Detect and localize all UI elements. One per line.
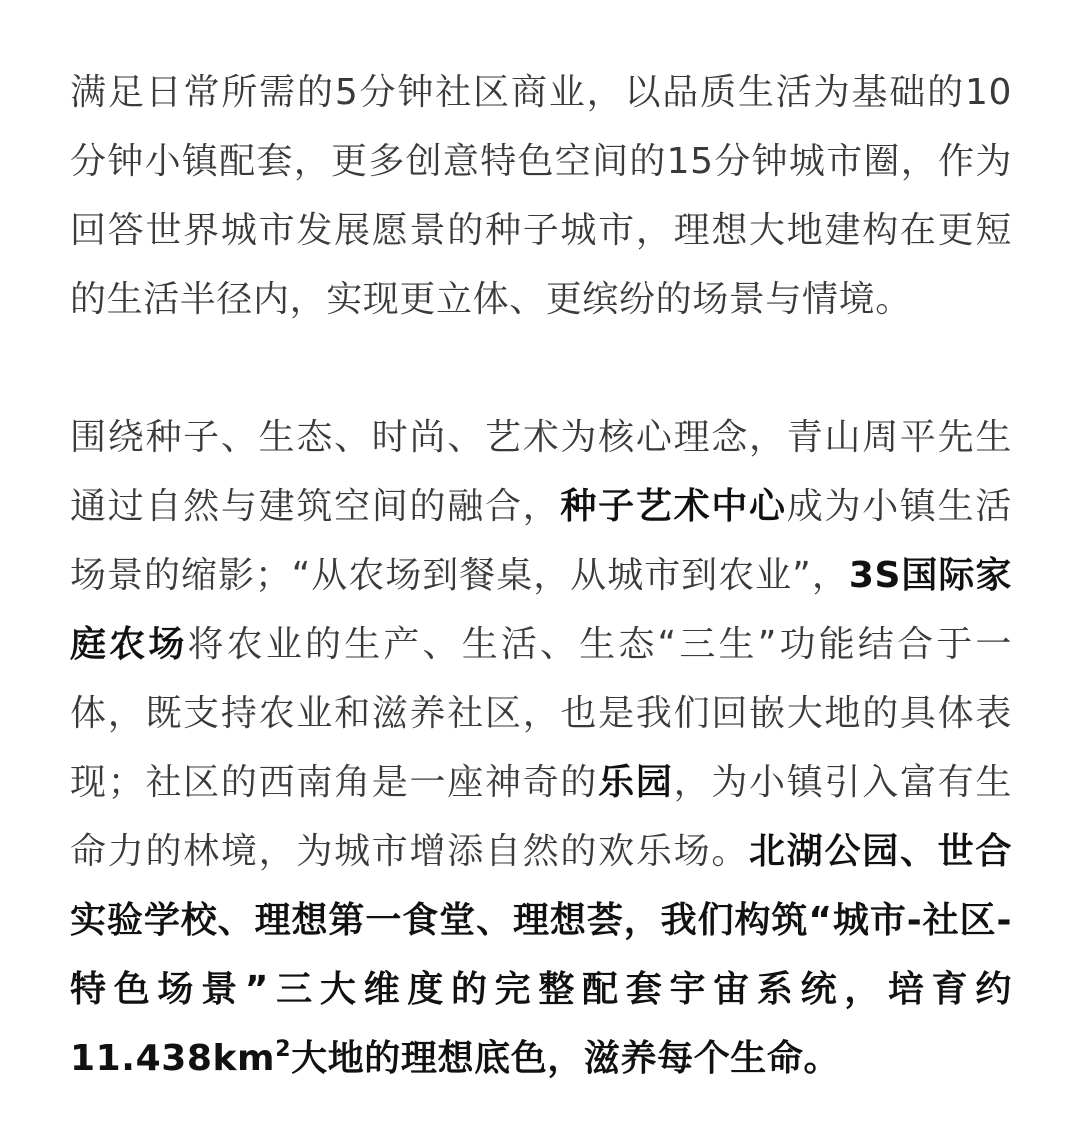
highlight-supporting-facilities: 北湖公园、世合实验学校、理想第一食堂、理想荟，我们构筑“城市-社区-特色场景”三大维度的完整配套宇宙系统，培育约11.438km — [70, 831, 1012, 1079]
highlight-3s-family-farm: 3S国际家庭农场 — [70, 555, 1012, 665]
highlight-seed-art-center: 种子艺术中心 — [560, 486, 787, 527]
paragraph-text: 围绕种子、生态、时尚、艺术为核心理念，青山周平先生通过自然与建筑空间的融合， — [70, 417, 1012, 527]
paragraph-seed-city-features — [70, 403, 1012, 1093]
paragraph-text: ，为小镇引入富有生命力的林境，为城市增添自然的欢乐场。 — [70, 762, 1013, 872]
highlight-paradise: 乐园 — [598, 762, 674, 803]
superscript-square: 2 — [275, 1037, 292, 1062]
paragraph-text: 成为小镇生活场景的缩影；“从农场到餐桌，从城市到农业”， — [70, 486, 1012, 596]
highlight-closing-statement: 大地的理想底色，滋养每个生命。 — [291, 1038, 841, 1079]
paragraph-text: 将农业的生产、生活、生态“三生”功能结合于一体，既支持农业和滋养社区，也是我们回嵌大地的具体表现；社区的西南角是一座神奇的 — [70, 624, 1012, 803]
paragraph-community-services: 满足日常所需的5分钟社区商业，以品质生活为基础的10分钟小镇配套，更多创意特色空间的15分钟城市圈，作为回答世界城市发展愿景的种子城市，理想大地建构在更短的生活半径内，实现更立体、更缤纷的场景与情境。 — [70, 72, 1012, 320]
article-body — [70, 58, 1012, 1093]
